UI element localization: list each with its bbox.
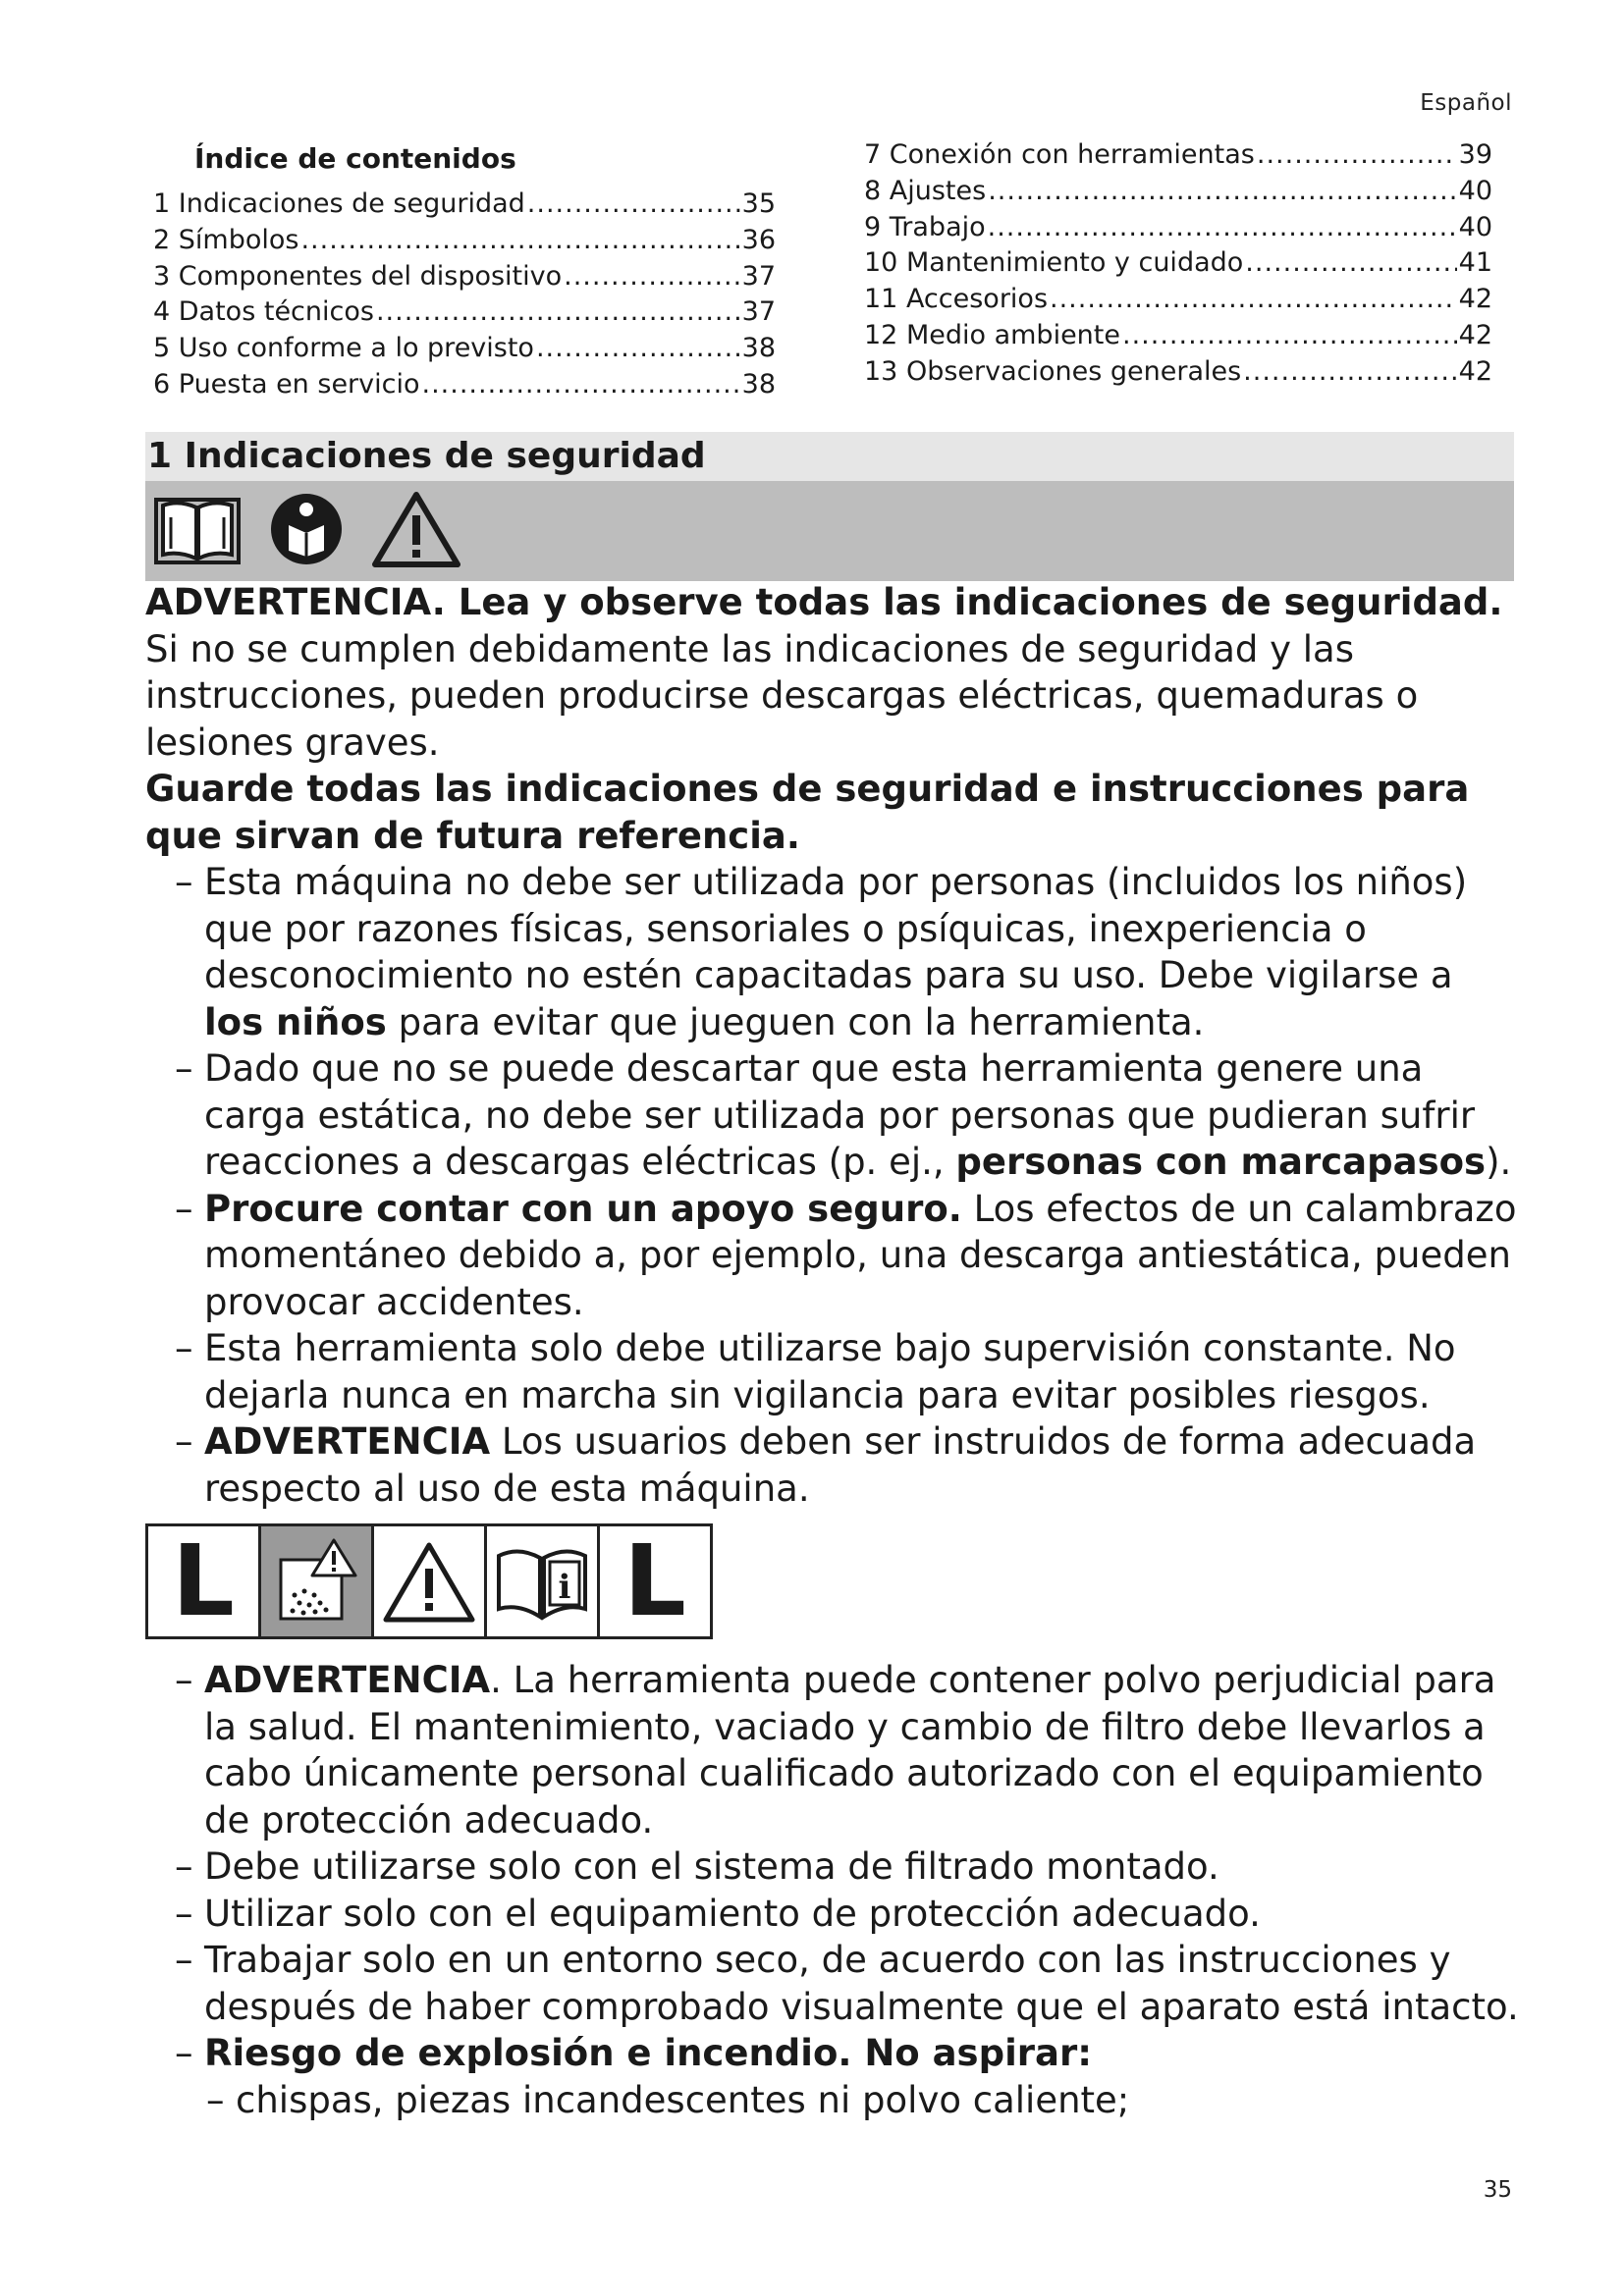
bullet-tail: para evitar que jueguen con la herramienta. — [386, 1000, 1205, 1043]
section-heading: 1 Indicaciones de seguridad — [145, 432, 1514, 481]
dash: – — [175, 1939, 193, 1981]
read-manual-icon — [267, 490, 346, 572]
language-label: Español — [1420, 90, 1512, 116]
sub-list-item — [145, 2077, 1520, 2124]
toc-entry-page: 38 — [741, 368, 776, 400]
toc-entry-label: 6 Puesta en servicio — [153, 368, 420, 400]
dash: – — [175, 1327, 193, 1369]
bullet-text: Esta máquina no debe ser utilizada por personas (incluidos los niños) que por razones físicas, sensoriales o psíquicas, inexperiencia o desconocimiento no estén capacitadas para su uso. Debe vigilarse a — [204, 861, 1468, 996]
toc-leader-dots — [527, 187, 740, 223]
toc-leader-dots — [1050, 282, 1457, 318]
page-number: 35 — [1483, 2177, 1512, 2203]
list-item — [145, 1843, 1520, 1891]
toc-entry-page: 41 — [1458, 247, 1492, 279]
bullet-text: Utilizar solo con el equipamiento de protección adecuado. — [204, 1892, 1261, 1935]
dash: – — [175, 2032, 193, 2074]
toc-leader-dots — [988, 210, 1457, 246]
toc-entry[interactable] — [864, 174, 1492, 210]
bullet-text: chispas, piezas incandescentes ni polvo caliente; — [236, 2078, 1130, 2121]
list-item — [145, 1657, 1520, 1843]
manual-book-icon — [153, 490, 242, 572]
list-item — [145, 859, 1520, 1045]
toc-right-column — [864, 137, 1492, 391]
dust-class-l-right: L — [623, 1523, 686, 1638]
toc-entry-page: 37 — [741, 296, 776, 328]
dash: – — [175, 1892, 193, 1935]
warning-text: Si no se cumplen debidamente las indicaciones de seguridad y las instrucciones, pueden producirse descargas eléctricas, quemaduras o lesiones graves. — [145, 627, 1419, 764]
toc-entry-page: 42 — [1458, 355, 1492, 387]
bullet-text: . La herramienta puede contener polvo perjudicial para la salud. El mantenimiento, vaciado y cambio de filtro debe llevarlos a cabo únicamente personal cualificado autorizado con el equipamiento de protección adecuado. — [204, 1659, 1496, 1842]
bullet-bold: ADVERTENCIA — [204, 1659, 491, 1701]
toc-leader-dots — [1245, 245, 1456, 282]
info-letter: i — [558, 1568, 571, 1607]
toc-entry-page: 37 — [741, 260, 776, 292]
bullet-bold: los niños — [204, 1000, 387, 1043]
list-item — [145, 1937, 1520, 2030]
toc-entry-label: 11 Accesorios — [864, 284, 1049, 315]
list-item — [145, 1186, 1520, 1326]
toc-entry-label: 4 Datos técnicos — [153, 296, 374, 328]
toc-leader-dots — [376, 294, 740, 331]
keep-bold: Guarde todas las indicaciones de seguridad e instrucciones para que sirvan de futura referencia. — [145, 768, 1470, 857]
toc-entry[interactable] — [153, 294, 776, 331]
toc-entry[interactable] — [153, 187, 776, 223]
toc-entry-page: 42 — [1458, 284, 1492, 315]
dash: – — [206, 2078, 225, 2121]
dash: – — [175, 1845, 193, 1888]
dash: – — [175, 861, 193, 903]
toc-entry-label: 7 Conexión con herramientas — [864, 139, 1255, 170]
list-item — [145, 1891, 1520, 1938]
toc-entry-page: 39 — [1458, 139, 1492, 170]
toc-entry-label: 8 Ajustes — [864, 175, 987, 206]
toc-leader-dots — [300, 223, 739, 259]
toc-entry-page: 35 — [741, 188, 776, 219]
toc-entry-label: 9 Trabajo — [864, 211, 986, 242]
bullet-text: Los usuarios deben ser instruidos de forma adecuada respecto al uso de esta máquina. — [204, 1420, 1477, 1510]
toc-entry[interactable] — [153, 223, 776, 259]
bullet-text: Debe utilizarse solo con el sistema de filtrado montado. — [204, 1845, 1219, 1888]
toc-entry-label: 13 Observaciones generales — [864, 355, 1242, 387]
list-item — [145, 1418, 1520, 1512]
list-item — [145, 1325, 1520, 1418]
toc-entry[interactable] — [864, 137, 1492, 174]
toc-entry-label: 12 Medio ambiente — [864, 319, 1120, 350]
toc-entry-label: 10 Mantenimiento y cuidado — [864, 247, 1244, 279]
toc-entry[interactable] — [153, 367, 776, 403]
read-instructions-book-icon — [487, 1526, 600, 1636]
toc-leader-dots — [988, 174, 1456, 210]
toc-entry[interactable] — [864, 210, 1492, 246]
safety-icon-band — [145, 481, 1514, 581]
list-item — [145, 1045, 1520, 1186]
warning-triangle-icon — [374, 1526, 487, 1636]
toc-entry[interactable] — [153, 259, 776, 295]
toc-entry[interactable] — [864, 354, 1492, 391]
bullet-bold: Riesgo de explosión e incendio. No aspirar: — [204, 2032, 1093, 2074]
safety-content — [145, 579, 1520, 2123]
toc-entry-label: 3 Componentes del dispositivo — [153, 260, 563, 292]
toc-entry[interactable] — [864, 318, 1492, 354]
keep-instructions — [145, 766, 1520, 859]
toc-entry-page: 40 — [1458, 175, 1492, 206]
toc-entry-label: 2 Símbolos — [153, 224, 299, 255]
toc-leader-dots — [422, 367, 740, 403]
bullet-text: Los efectos de un calambrazo momentáneo debido a, por ejemplo, una descarga antiestática, pueden provocar accidentes. — [204, 1187, 1517, 1323]
toc-entry-label: 1 Indicaciones de seguridad — [153, 188, 525, 219]
bullet-text: Esta herramienta solo debe utilizarse bajo supervisión constante. No dejarla nunca en marcha sin vigilancia para evitar posibles riesgos. — [204, 1327, 1456, 1416]
dust-class-pictograms — [145, 1523, 713, 1639]
dash: – — [175, 1047, 193, 1090]
toc-entry-label: 5 Uso conforme a lo previsto — [153, 333, 534, 364]
dash: – — [175, 1187, 193, 1230]
toc-entry-page: 38 — [741, 333, 776, 364]
toc-leader-dots — [564, 259, 740, 295]
toc-leader-dots — [1257, 137, 1457, 174]
toc-leader-dots — [536, 331, 740, 367]
toc-title: Índice de contenidos — [194, 142, 516, 175]
bullet-text: Trabajar solo en un entorno seco, de acuerdo con las instrucciones y después de haber comprobado visualmente que el aparato está intacto. — [204, 1939, 1519, 2028]
warning-paragraph — [145, 579, 1520, 766]
dust-container-warning-icon — [261, 1526, 374, 1636]
toc-leader-dots — [1122, 318, 1457, 354]
toc-leader-dots — [1243, 354, 1456, 391]
toc-entry-page: 42 — [1458, 319, 1492, 350]
warning-triangle-icon — [371, 490, 461, 572]
toc-entry[interactable] — [153, 331, 776, 367]
toc-entry-page: 40 — [1458, 211, 1492, 242]
dash: – — [175, 1659, 193, 1701]
list-item — [145, 2030, 1520, 2077]
toc-entry[interactable] — [864, 245, 1492, 282]
bullet-bold: Procure contar con un apoyo seguro. — [204, 1187, 962, 1230]
bullet-tail: ). — [1486, 1141, 1512, 1183]
dust-class-l-left: L — [148, 1526, 261, 1636]
warning-bold: ADVERTENCIA. Lea y observe todas las indicaciones de seguridad. — [145, 581, 1503, 623]
toc-left-column — [153, 187, 776, 403]
toc-entry[interactable] — [864, 282, 1492, 318]
bullet-bold: personas con marcapasos — [955, 1141, 1487, 1183]
bullet-bold: ADVERTENCIA — [204, 1420, 491, 1463]
toc-entry-page: 36 — [741, 224, 776, 255]
dash: – — [175, 1420, 193, 1463]
bullet-text: Dado que no se puede descartar que esta herramienta genere una carga estática, no debe ser utilizada por personas que pudieran sufrir reacciones a descargas eléctricas (p. ej., — [204, 1047, 1476, 1183]
